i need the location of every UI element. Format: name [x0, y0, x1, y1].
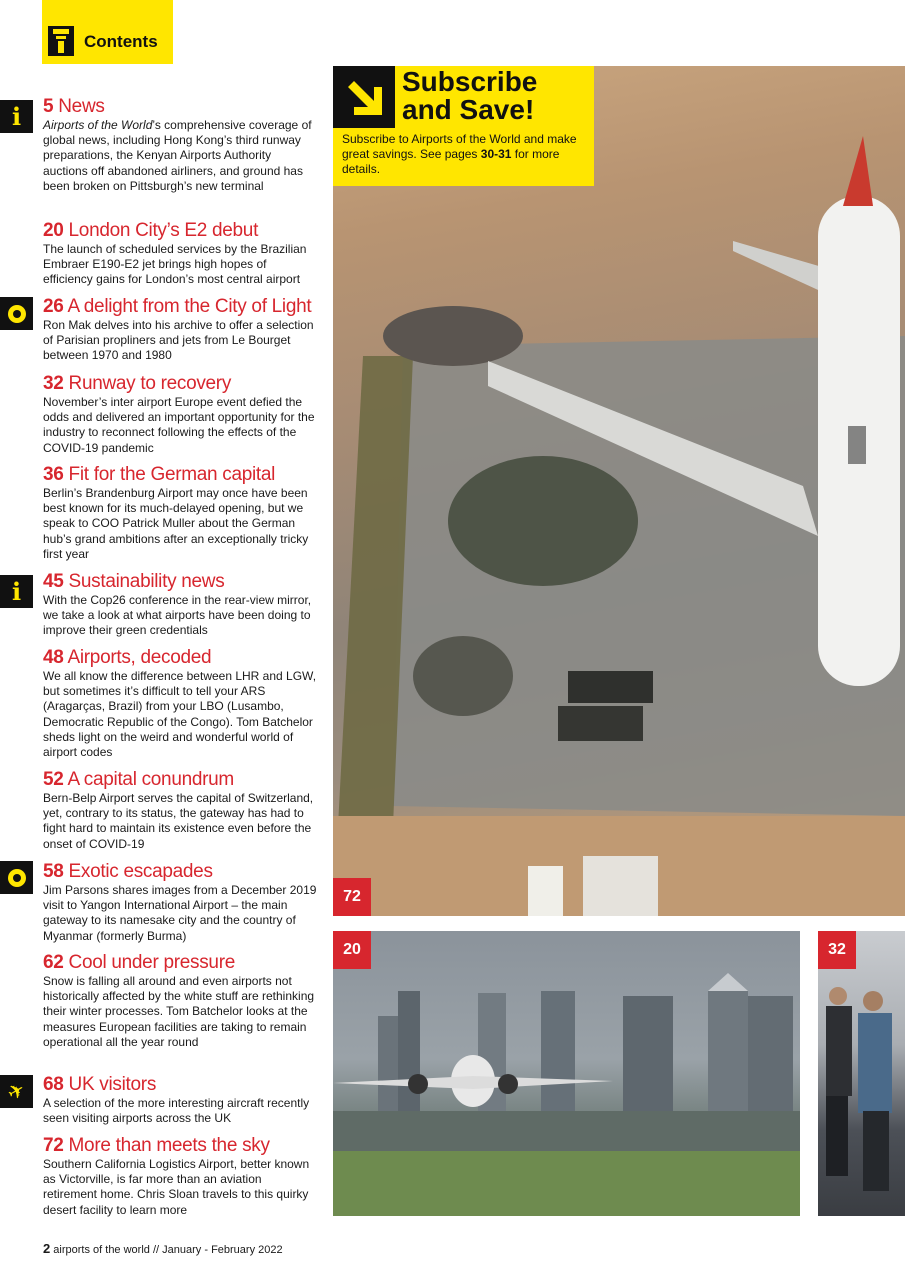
camera-lens-icon [0, 297, 33, 330]
toc-description: Snow is falling all around and even airports not historically affected by the white stuff are rethinking their winter processes. Tom Batchelor looks at the measures European facilities are taking to remain operational all the year round [43, 974, 315, 1049]
page-number-badge: 72 [333, 878, 371, 916]
toc-entry-more-than-meets-the-sky[interactable] [43, 1135, 318, 1218]
toc-title: 48 Airports, decoded [43, 647, 212, 668]
event-attendees-photo[interactable] [818, 931, 905, 1216]
toc-entry-news[interactable] [43, 96, 318, 194]
toc-description: We all know the difference between LHR and LGW, but sometimes it’s difficult to tell your ARS (Aragarças, Brazil) from your LBO (Lusambo, Democratic Republic of the Congo). Tom Batchelor sheds light on the weird and wonderful world of airport codes [43, 669, 317, 760]
toc-entry-runway-recovery[interactable] [43, 373, 318, 456]
london-city-takeoff-photo[interactable] [333, 931, 800, 1216]
toc-description: Bern-Belp Airport serves the capital of Switzerland, yet, contrary to its status, the gateway has had to fight hard to maintain its existence even before the onset of COVID-19 [43, 791, 314, 851]
plane-icon [0, 1075, 33, 1108]
toc-description: Southern California Logistics Airport, better known as Victorville, is far more than an aviation retirement home. Chris Sloan travels to this quirky desert facility to learn more [43, 1157, 310, 1217]
toc-entry-cool-under-pressure[interactable] [43, 952, 318, 1050]
info-icon [0, 100, 33, 133]
toc-entry-city-of-light[interactable] [43, 296, 318, 364]
toc-description: Jim Parsons shares images from a December 2019 visit to Yangon International Airport – the main gateway to its namesake city and the country of Myanmar (formerly Burma) [43, 883, 317, 943]
toc-description: Berlin’s Brandenburg Airport may once have been best known for its much-delayed opening, but we speak to COO Patrick Muller about the German hub’s grand ambitions after an exceptionally tricky first year [43, 486, 309, 561]
contents-label: Contents [84, 32, 158, 51]
toc-description: November’s inter airport Europe event defied the odds and delivered an important opportunity for the industry to reconnect following the effects of the COVID-19 pandemic [43, 395, 315, 455]
toc-title: 52 A capital conundrum [43, 769, 234, 790]
toc-description: Airports of the World’s comprehensive coverage of global news, including Hong Kong’s third runway preparations, the Kenyan Airports Authority auctions off abandoned airliners, and ground has been broken on Pittsburgh’s new terminal [43, 118, 312, 193]
toc-entry-exotic-escapades[interactable] [43, 861, 318, 944]
subscribe-text: Subscribe to Airports of the World and make great savings. See pages 30-31 for more details. [342, 132, 577, 176]
toc-title: 36 Fit for the German capital [43, 464, 276, 485]
page-number-badge: 20 [333, 931, 371, 969]
toc-entry-capital-conundrum[interactable] [43, 769, 318, 852]
page-number-badge: 32 [818, 931, 856, 969]
toc-entry-london-city[interactable] [43, 220, 318, 288]
toc-entry-german-capital[interactable] [43, 464, 318, 562]
aerial-scene-illustration [333, 66, 905, 916]
subscribe-headline: Subscribe and Save! [402, 66, 538, 125]
arrow-down-right-icon [333, 66, 395, 128]
toc-title: 26 A delight from the City of Light [43, 296, 312, 317]
toc-title: 62 Cool under pressure [43, 952, 235, 973]
toc-title: 45 Sustainability news [43, 571, 225, 592]
page-footer: 2 airports of the world // January - February 2022 [43, 1241, 283, 1256]
toc-description: Ron Mak delves into his archive to offer a selection of Parisian propliners and jets from Le Bourget between 1970 and 1980 [43, 318, 314, 363]
toc-entry-airports-decoded[interactable] [43, 647, 318, 760]
city-skyline-illustration [333, 931, 800, 1216]
toc-description: The launch of scheduled services by the Brazilian Embraer E190-E2 jet brings high hopes of efficiency gains for London’s most central airport [43, 242, 307, 287]
toc-title: 72 More than meets the sky [43, 1135, 270, 1156]
toc-entry-uk-visitors[interactable] [43, 1074, 318, 1126]
toc-description: A selection of the more interesting aircraft recently seen visiting airports across the UK [43, 1096, 310, 1126]
toc-title: 68 UK visitors [43, 1074, 157, 1095]
camera-lens-icon [0, 861, 33, 894]
control-tower-icon [48, 26, 74, 56]
people-illustration [818, 931, 905, 1216]
info-icon [0, 575, 33, 608]
toc-title: 5 News [43, 96, 105, 117]
toc-entry-sustainability[interactable] [43, 571, 318, 639]
toc-title: 58 Exotic escapades [43, 861, 213, 882]
aerial-boneyard-photo[interactable] [333, 66, 905, 916]
toc-description: With the Cop26 conference in the rear-view mirror, we take a look at what airports have been doing to improve their green credentials [43, 593, 312, 638]
contents-header-tab [42, 0, 173, 64]
subscribe-promo-box[interactable] [333, 66, 594, 186]
toc-title: 20 London City’s E2 debut [43, 220, 259, 241]
toc-title: 32 Runway to recovery [43, 373, 232, 394]
